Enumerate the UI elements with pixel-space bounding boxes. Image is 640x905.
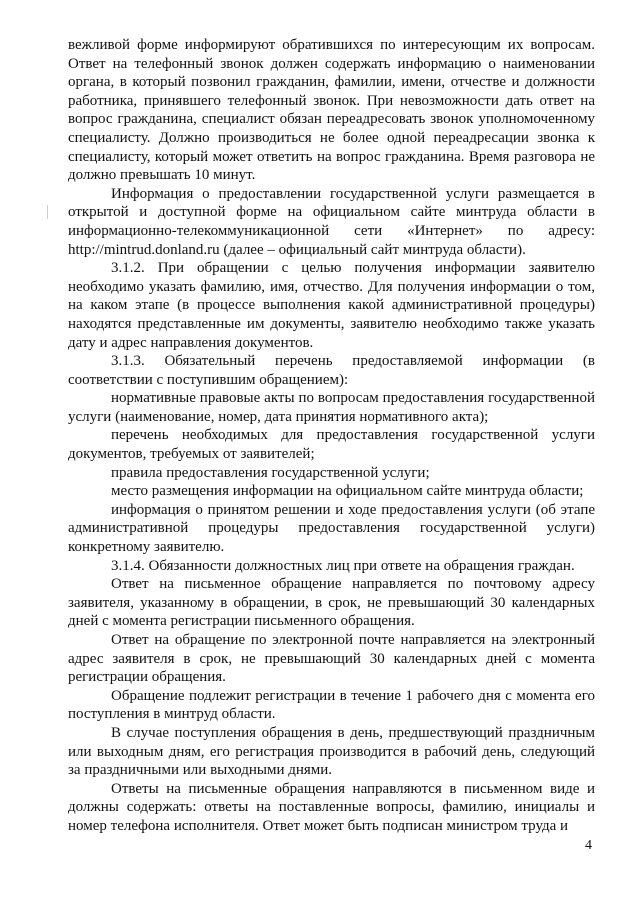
paragraph: Обращение подлежит регистрации в течение 1 рабочего дня с момента его поступления в минтруд области. xyxy=(68,687,595,723)
list-item: место размещения информации на официальном сайте минтруда области; xyxy=(111,483,584,500)
paragraph: Ответ на письменное обращение направляется по почтовому адресу заявителя, указанному в обращении, в срок, не превышающий 30 календарных дней с момента регистрации письменного обращения. xyxy=(68,576,595,630)
page-number: 4 xyxy=(585,838,592,853)
document-body xyxy=(68,36,595,836)
list-item: правила предоставления государственной услуги; xyxy=(111,464,430,481)
scan-margin-mark xyxy=(47,205,48,219)
paragraph: вежливой форме информируют обратившихся по интересующим их вопросам. Ответ на телефонный звонок должен содержать информацию о наименовании органа, в который позвонил гражданин, фамилии, имени, отчестве и должности работника, принявшего телефонный звонок. При невозможности дать ответ на вопрос гражданина, специалист обязан переадресовать звонок уполномоченному специалисту. Должно производиться не более одной переадресации звонка к специалисту, который может ответить на вопрос гражданина. Время разговора не должно превышать 10 минут. xyxy=(68,37,595,184)
paragraph: Информация о предоставлении государственной услуги размещается в открытой и доступной форме на официальном сайте минтруда области в информационно-телекоммуникационной сети «Интернет» по адресу: http://mintrud.donland.ru (далее – официальный сайт минтруда области). xyxy=(68,185,595,258)
section-heading: 3.1.4. Обязанности должностных лиц при ответе на обращения граждан. xyxy=(111,557,575,574)
paragraph: В случае поступления обращения в день, предшествующий праздничным или выходным дням, его регистрация производится в рабочий день, следующий за праздничными или выходными днями. xyxy=(68,724,595,779)
paragraph: 3.1.2. При обращении с целью получения информации заявителю необходимо указать фамилию, имя, отчество. Для получения информации о том, на каком этапе (в процессе выполнения какой административной процедуры) находятся представленные им документы, заявителю необходимо также указать дату и адрес направления документов. xyxy=(68,260,595,351)
list-item: информация о принятом решении и ходе предоставления услуги (об этапе административной процедуры предоставления государственной услуги) конкретному заявителю. xyxy=(68,501,595,556)
paragraph: Ответы на письменные обращения направляются в письменном виде и должны содержать: ответы на поставленные вопросы, фамилию, инициалы и номер телефона исполнителя. Ответ может быть подписан министром труда и xyxy=(68,780,595,834)
paragraph: Ответ на обращение по электронной почте направляется на электронный адрес заявителя в срок, не превышающий 30 календарных дней с момента регистрации обращения. xyxy=(68,632,595,686)
paragraph: 3.1.3. Обязательный перечень предоставляемой информации (в соответствии с поступившим обращением): xyxy=(68,353,595,388)
list-item: нормативные правовые акты по вопросам предоставления государственной услуги (наименование, номер, дата принятия нормативного акта); xyxy=(68,390,595,425)
list-item: перечень необходимых для предоставления государственной услуги документов, требуемых от заявителей; xyxy=(68,427,595,463)
